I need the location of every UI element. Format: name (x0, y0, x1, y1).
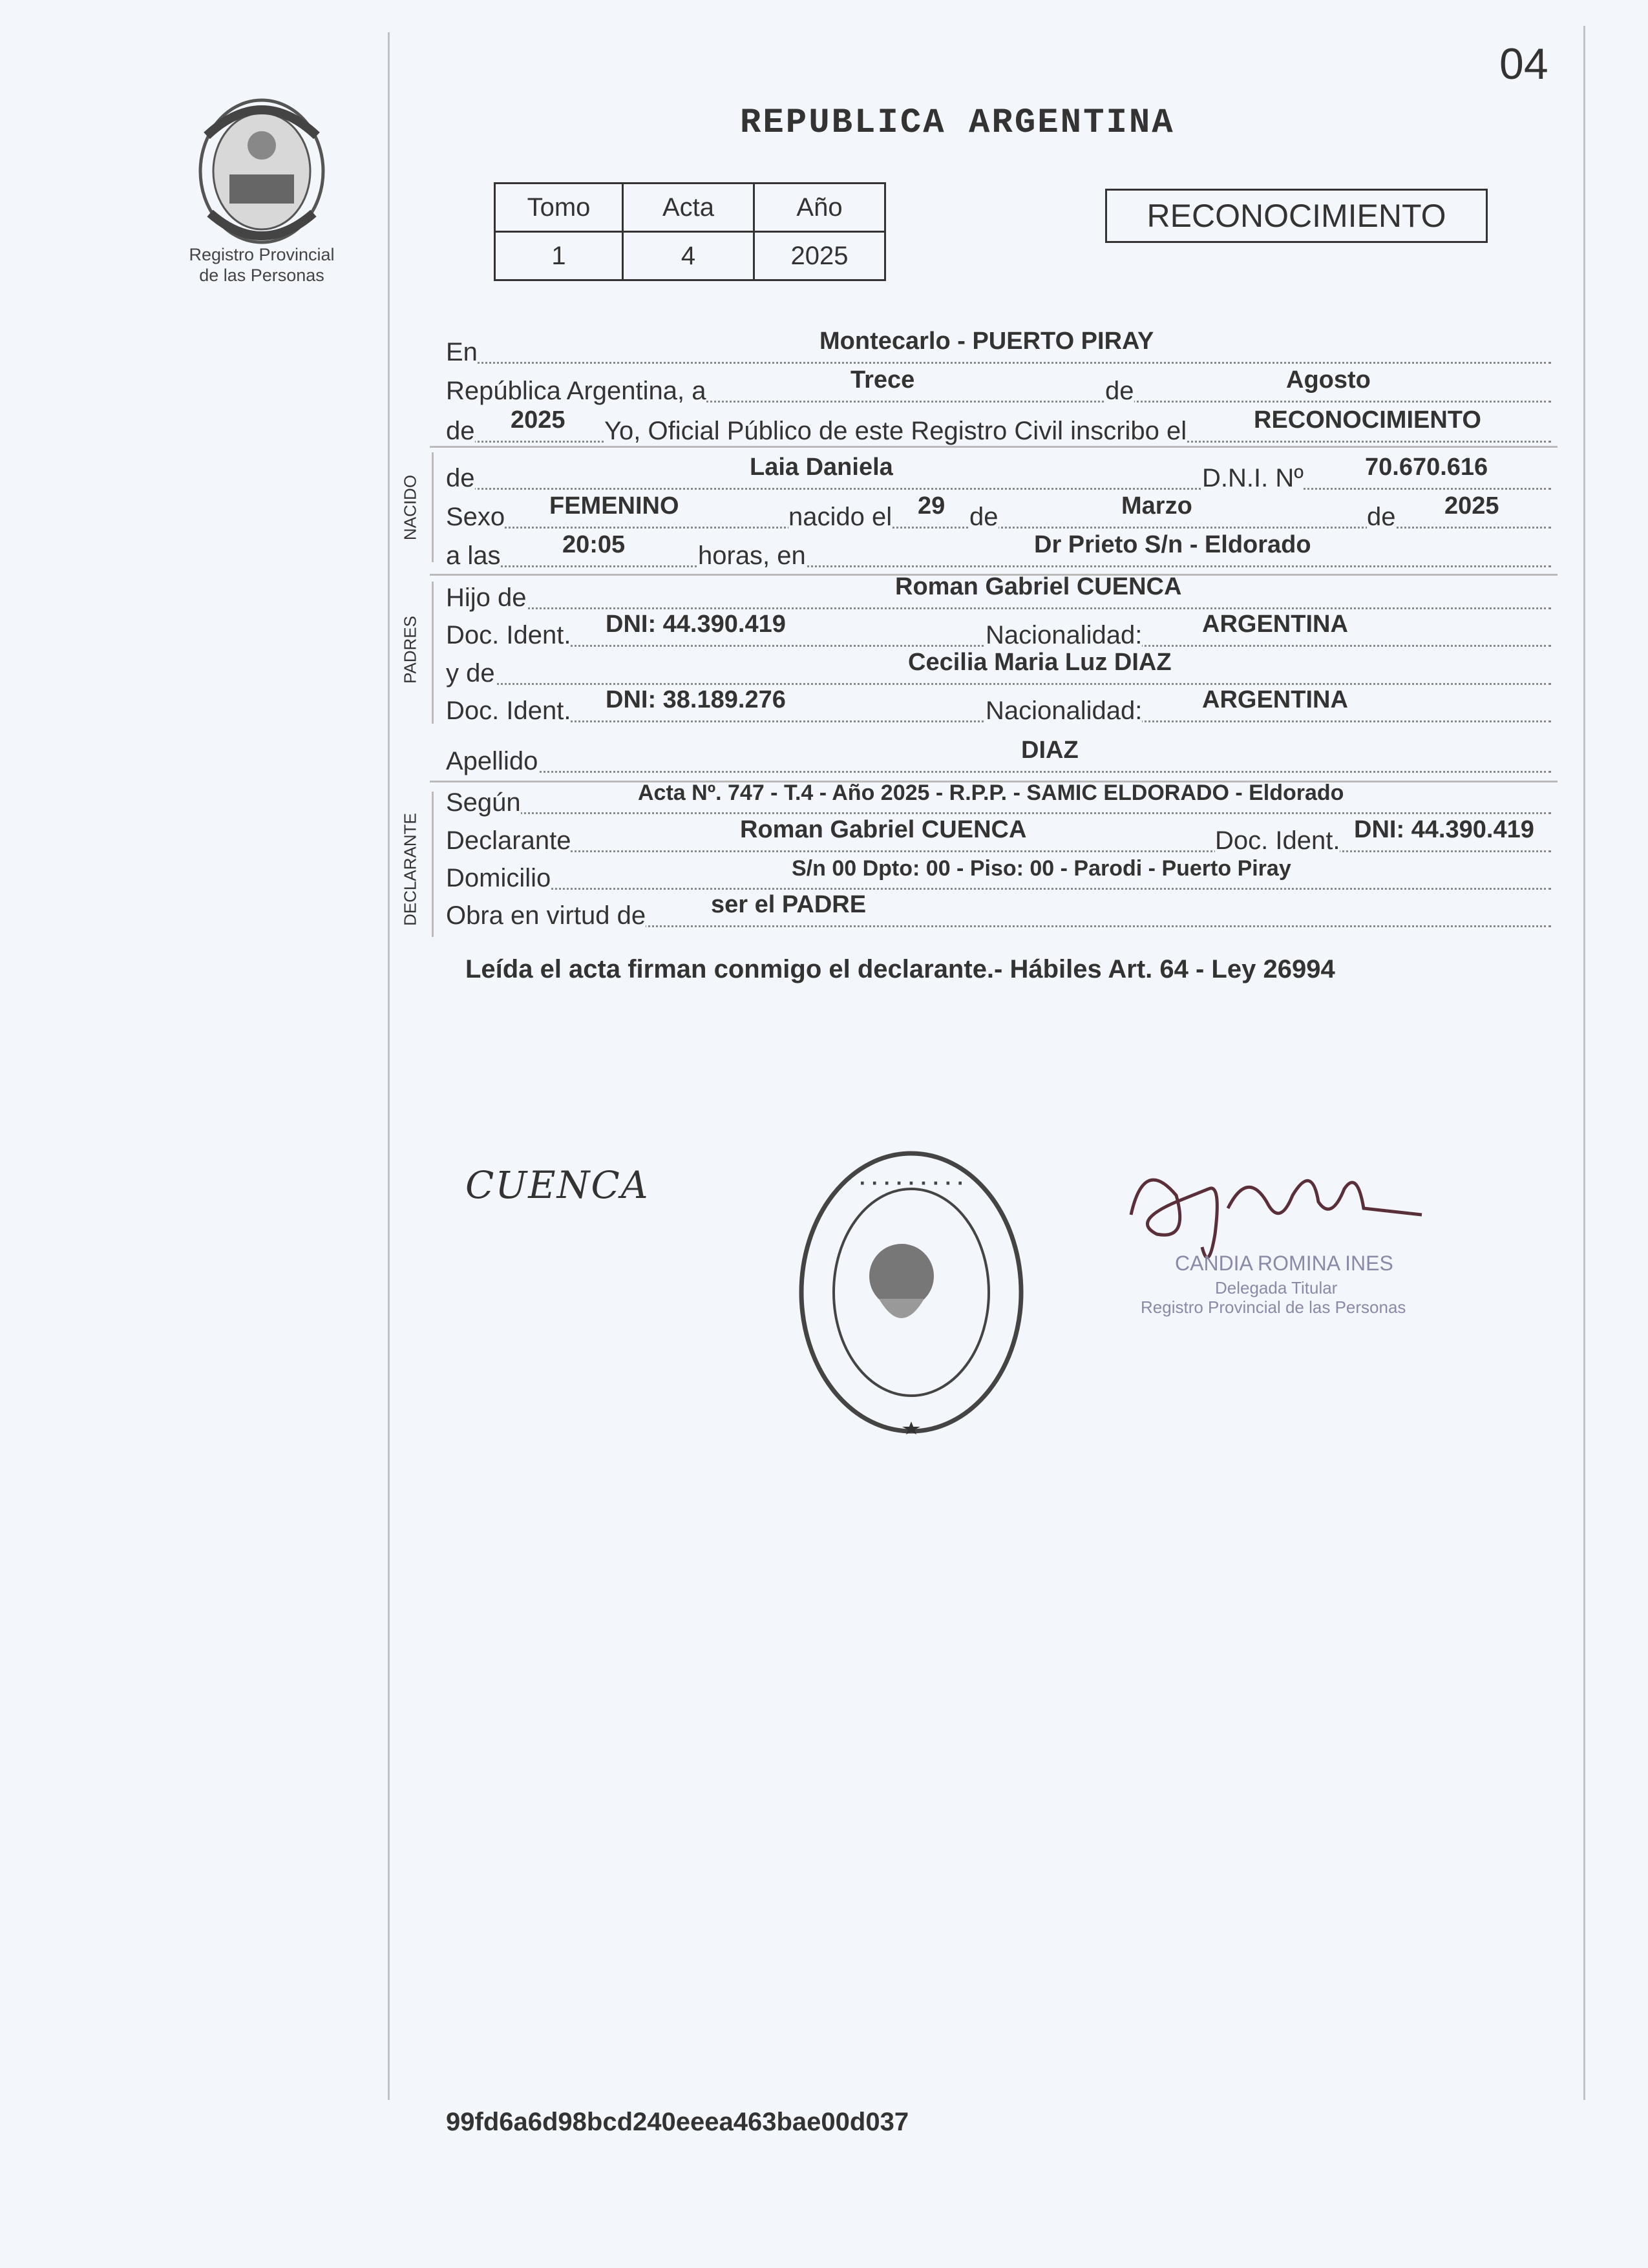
nacido-de-label: de (446, 464, 475, 492)
closing-statement: Leída el acta firman conmigo el declarante.- Hábiles Art. 64 - Ley 26994 (465, 955, 1335, 983)
nacido-de-label-3: de (1367, 503, 1396, 531)
acta-value: 4 (623, 232, 754, 280)
hijo-de-label: Hijo de (446, 583, 527, 612)
document-type-box: RECONOCIMIENTO (1105, 189, 1488, 243)
nacido-year: 2025 (1444, 492, 1499, 520)
year-value: 2025 (511, 406, 565, 434)
misiones-coat-of-arms-logo (194, 90, 330, 246)
page-number: 04 (1499, 39, 1548, 89)
document-title: REPUBLICA ARGENTINA (740, 103, 1175, 143)
domicilio-label: Domicilio (446, 864, 551, 892)
nacido-dni: 70.670.616 (1365, 454, 1488, 481)
line-en (446, 323, 1551, 364)
apellido-label: Apellido (446, 747, 538, 775)
inscribo-value: RECONOCIMIENTO (1254, 406, 1481, 434)
registry-table (494, 182, 886, 281)
registry-table-value-row (495, 232, 885, 280)
mother-doc-label: Doc. Ident. (446, 697, 571, 725)
dni-label: D.N.I. Nº (1202, 464, 1304, 492)
official-registry: Registro Provincial de las Personas (1141, 1297, 1406, 1317)
line-madre (446, 644, 1551, 688)
apellido-value: DIAZ (1021, 737, 1079, 764)
line-nacido-sexo (446, 488, 1551, 529)
month-value: Agosto (1286, 366, 1371, 394)
nacido-sexo: FEMENINO (549, 492, 679, 520)
father-doc-label: Doc. Ident. (446, 621, 571, 649)
mother-nationality: ARGENTINA (1202, 686, 1348, 713)
nacido-el-label: nacido el (788, 503, 893, 531)
separator-nacido (430, 446, 1558, 448)
sexo-label: Sexo (446, 503, 505, 531)
nacido-month: Marzo (1121, 492, 1192, 520)
logo-caption-line-2: de las Personas (199, 266, 324, 285)
tomo-value: 1 (495, 232, 623, 280)
declarant-signature (465, 1163, 659, 1228)
inscribo-label: Yo, Oficial Público de este Registro Civil inscribo el (604, 417, 1187, 445)
nacido-section-label: NACIDO (400, 474, 420, 541)
nacido-name: Laia Daniela (750, 454, 893, 481)
nacido-section-bar (432, 452, 434, 562)
line-segun (446, 773, 1551, 817)
declarante-doc-label: Doc. Ident. (1215, 826, 1340, 855)
line-padre-doc (446, 606, 1551, 647)
republica-label: República Argentina, a (446, 377, 706, 405)
acta-header: Acta (623, 184, 754, 232)
line-domicilio (446, 849, 1551, 890)
line-obra (446, 887, 1551, 930)
en-label: En (446, 338, 478, 366)
svg-text:· · · · · · · · ·: · · · · · · · · · (859, 1174, 964, 1193)
logo-caption-line-1: Registro Provincial (189, 245, 335, 264)
mother-name: Cecilia Maria Luz DIAZ (908, 649, 1172, 676)
anio-header: Año (754, 184, 885, 232)
segun-label: Según (446, 788, 521, 817)
declarante-section-bar (432, 792, 434, 937)
horas-label: horas, en (698, 541, 806, 570)
tomo-header: Tomo (495, 184, 623, 232)
domicilio-value: S/n 00 Dpto: 00 - Piso: 00 - Parodi - Puerto Piray (792, 856, 1291, 881)
registry-seal (788, 1144, 1034, 1441)
segun-value: Acta Nº. 747 - T.4 - Año 2025 - R.P.P. - SAMIC ELDORADO - Eldorado (638, 781, 1344, 805)
declarante-name: Roman Gabriel CUENCA (740, 816, 1027, 843)
line-madre-doc (446, 682, 1551, 725)
nacido-time: 20:05 (562, 531, 626, 558)
line-nacido-nombre (446, 449, 1551, 490)
official-title: Delegada Titular (1215, 1278, 1338, 1297)
day-value: Trece (850, 366, 915, 394)
padres-section-label: PADRES (400, 616, 420, 684)
padres-section-bar (432, 582, 434, 724)
line-inscribo (446, 402, 1551, 443)
declarant-signature-text: CUENCA (465, 1163, 650, 1207)
document-hash: 99fd6a6d98bcd240eeea463bae00d037 (446, 2108, 909, 2136)
nacido-day: 29 (918, 492, 945, 520)
father-nationality: ARGENTINA (1202, 611, 1348, 638)
nacido-place: Dr Prieto S/n - Eldorado (1034, 531, 1311, 558)
line-apellido (446, 732, 1551, 773)
registry-table-header-row (495, 184, 885, 232)
mother-nationality-label: Nacionalidad: (986, 697, 1143, 725)
father-nationality-label: Nacionalidad: (986, 621, 1143, 649)
father-doc: DNI: 44.390.419 (606, 611, 786, 638)
mother-doc: DNI: 38.189.276 (606, 686, 786, 713)
declarante-doc: DNI: 44.390.419 (1354, 816, 1534, 843)
line-declarante (446, 812, 1551, 855)
obra-value: ser el PADRE (711, 891, 867, 918)
father-name: Roman Gabriel CUENCA (895, 573, 1182, 600)
logo-caption (149, 244, 375, 286)
declarante-label: Declarante (446, 826, 571, 855)
line-fecha (446, 362, 1551, 403)
de2-label: de (446, 417, 475, 445)
anio-value: 2025 (754, 232, 885, 280)
y-de-label: y de (446, 659, 495, 688)
nacido-de-label-2: de (969, 503, 998, 531)
line-nacido-hora (446, 527, 1551, 570)
a-las-label: a las (446, 541, 501, 570)
en-value: Montecarlo - PUERTO PIRAY (819, 328, 1154, 355)
de-label: de (1105, 377, 1134, 405)
obra-label: Obra en virtud de (446, 901, 646, 930)
right-margin-line (1583, 26, 1585, 2100)
declarante-section-label: DECLARANTE (400, 813, 420, 926)
left-margin-line (388, 32, 390, 2100)
line-padre (446, 569, 1551, 612)
official-name: CANDIA ROMINA INES (1175, 1252, 1393, 1275)
